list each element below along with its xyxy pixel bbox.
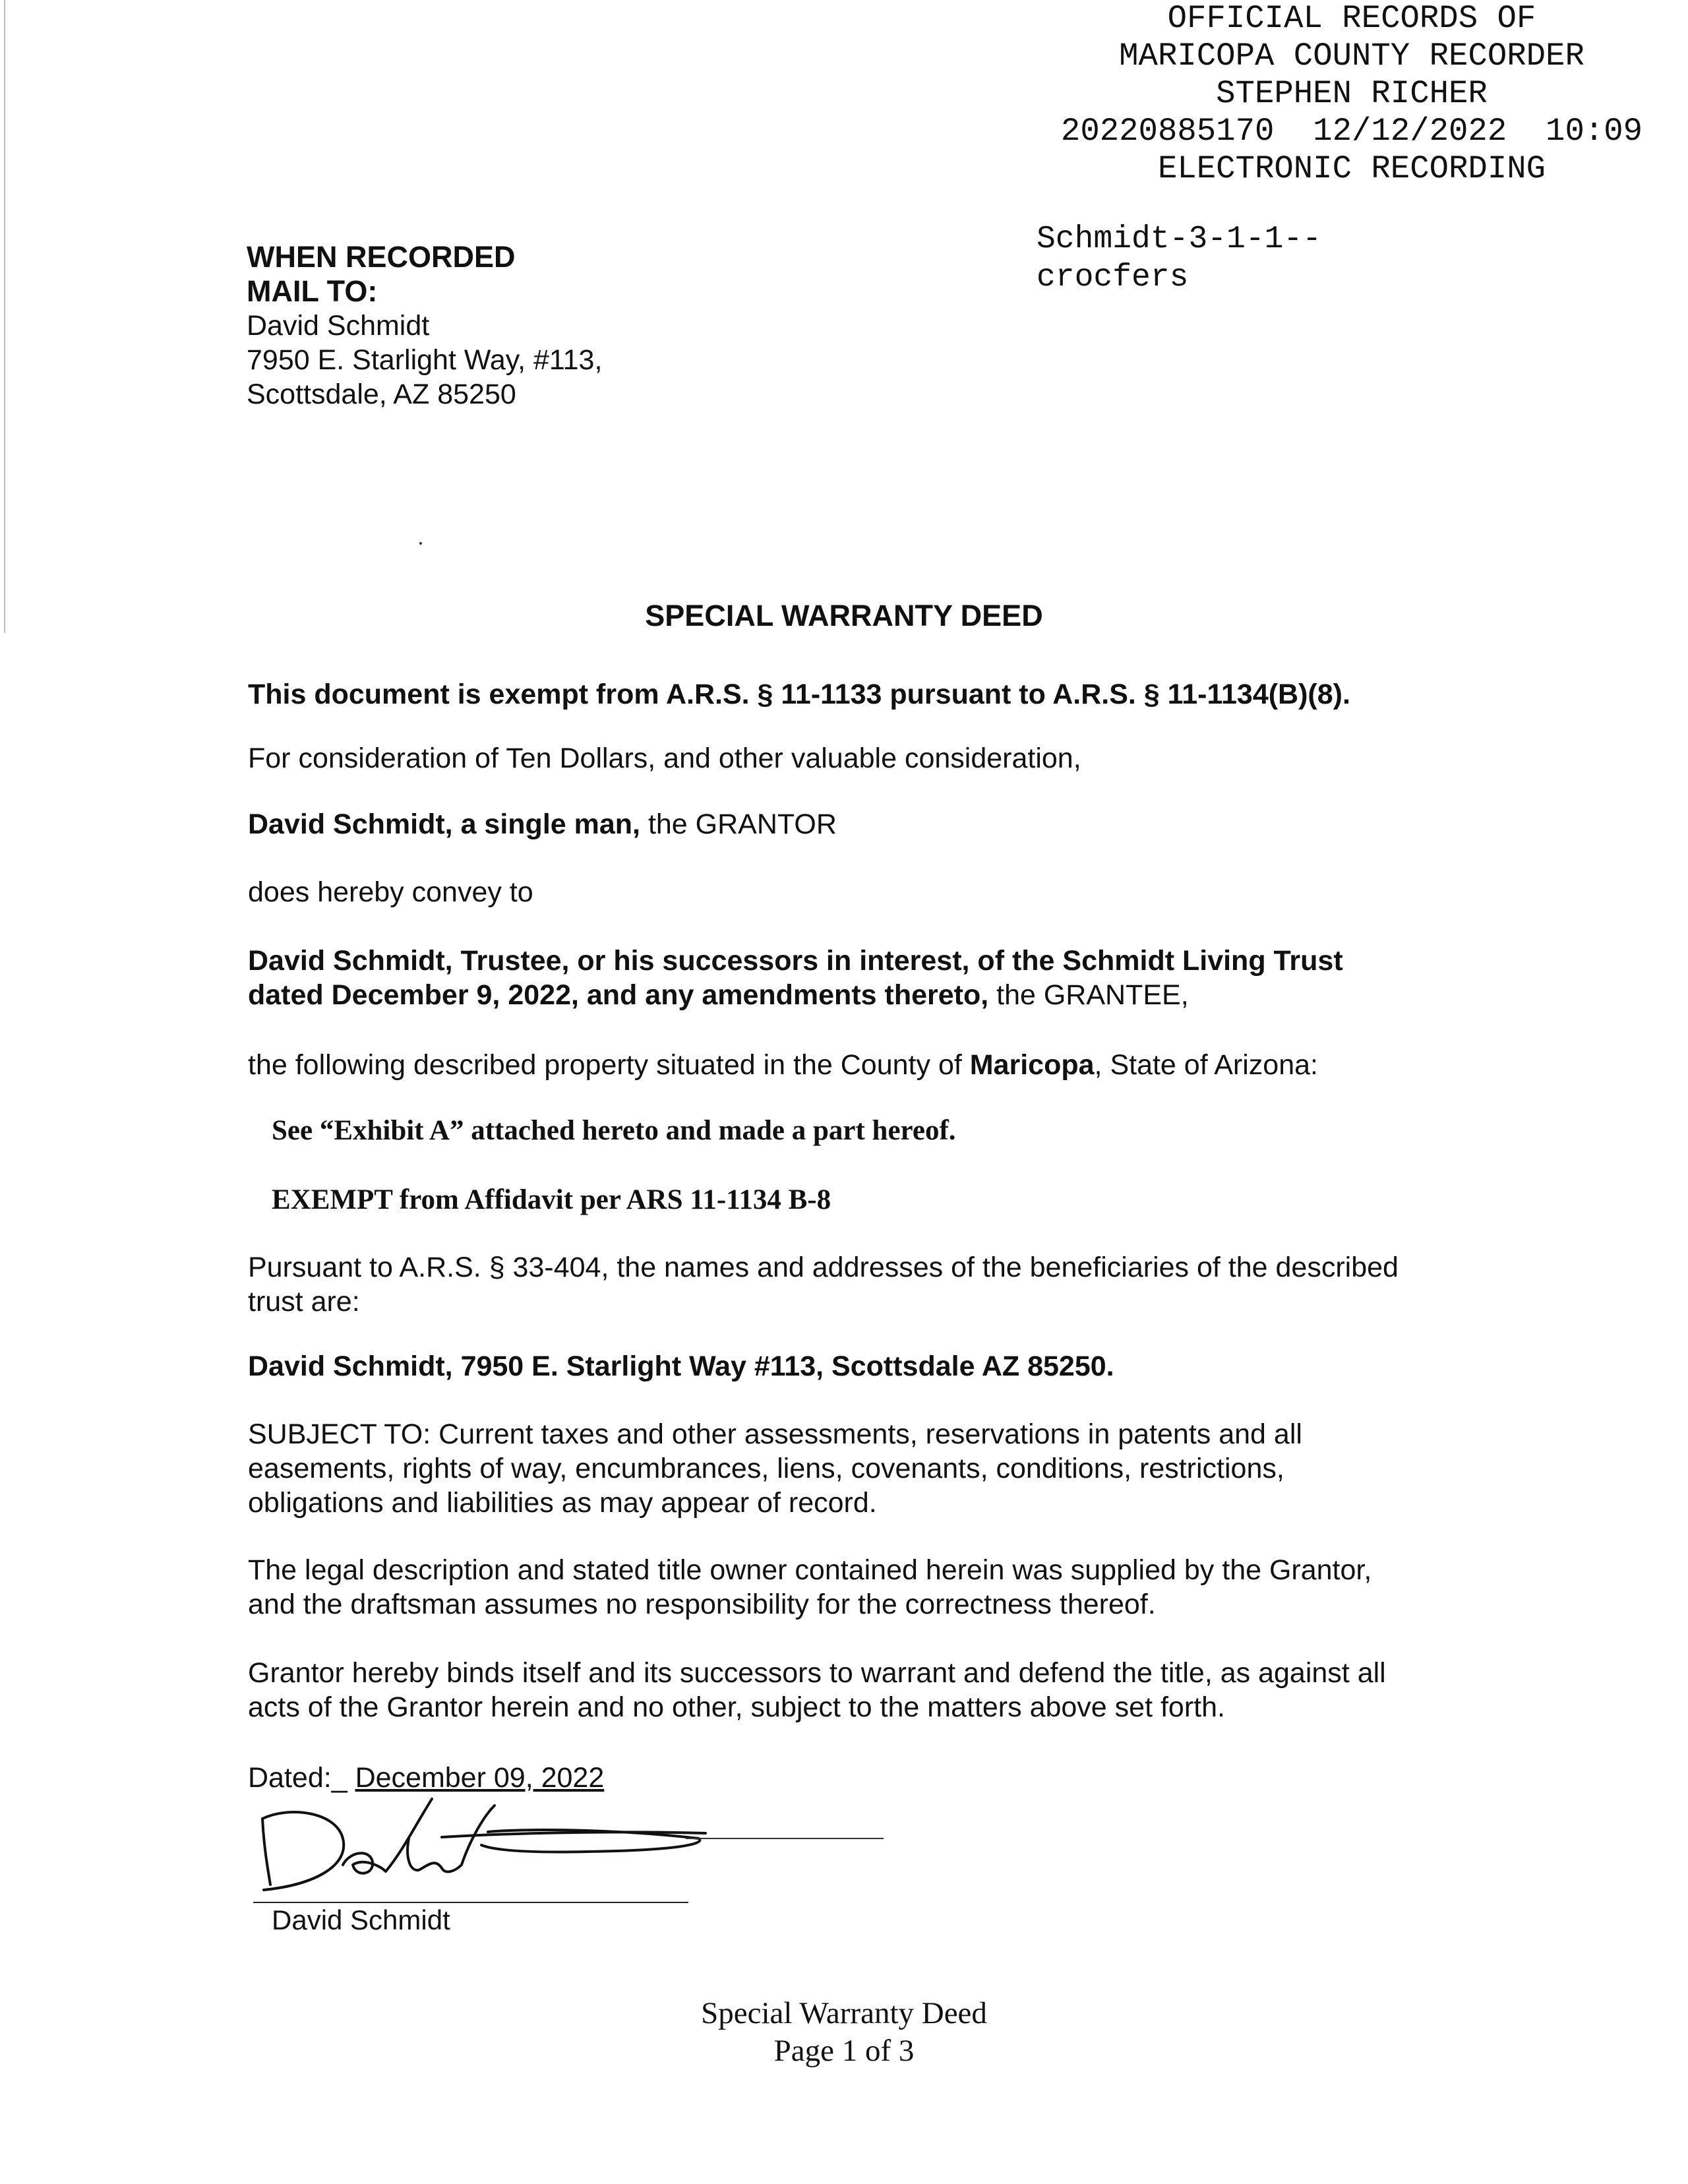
- reference-line: Schmidt-3-1-1--: [1037, 222, 1322, 257]
- mail-to-address: 7950 E. Starlight Way, #113,: [247, 344, 603, 376]
- recorder-line: MARICOPA COUNTY RECORDER: [1119, 38, 1584, 75]
- grantor-name: David Schmidt, a single man,: [248, 808, 640, 840]
- legal-line: The legal description and stated title owner contained herein was supplied by the Grantor,: [248, 1554, 1372, 1586]
- grantee-line: David Schmidt, Trustee, or his successors in interest, of the Schmidt Living Trust: [248, 945, 1343, 977]
- scan-dot: [419, 542, 422, 545]
- mail-to-name: David Schmidt: [247, 310, 430, 342]
- warranty-line: acts of the Grantor herein and no other, subject to the matters above set forth.: [248, 1691, 1225, 1723]
- beneficiaries-line: trust are:: [248, 1286, 360, 1318]
- signature-line: [253, 1902, 688, 1903]
- grantor-text: [248, 807, 1448, 841]
- warranty-line: Grantor hereby binds itself and its successors to warrant and defend the title, as against all: [248, 1657, 1386, 1689]
- legal-line: and the draftsman assumes no responsibility for the correctness thereof.: [248, 1589, 1156, 1620]
- mail-to-heading: WHEN RECORDED: [247, 240, 516, 274]
- grantee-text: [248, 944, 1448, 1012]
- recorder-line: OFFICIAL RECORDS OF: [1167, 0, 1536, 37]
- signer-name: David Schmidt: [272, 1904, 450, 1935]
- scan-margin-line: [4, 0, 5, 633]
- mail-to-block: [247, 240, 602, 411]
- dated-value: December 09, 2022: [355, 1762, 605, 1794]
- affidavit-exempt: EXEMPT from Affidavit per ARS 11-1134 B-8: [272, 1184, 831, 1215]
- recorder-stamp: [1029, 0, 1675, 188]
- property-post: , State of Arizona:: [1094, 1049, 1318, 1081]
- property-pre: the following described property situated in the County of: [248, 1049, 970, 1081]
- warranty-text: [248, 1656, 1448, 1724]
- exhibit-reference: See “Exhibit A” attached hereto and made a part hereof.: [272, 1115, 956, 1146]
- beneficiaries-text: [248, 1250, 1448, 1319]
- property-county: Maricopa: [969, 1049, 1095, 1081]
- footer-title: Special Warranty Deed: [701, 1996, 987, 2030]
- recorder-line: ELECTRONIC RECORDING: [1157, 150, 1546, 187]
- grantor-role: the GRANTOR: [640, 808, 837, 840]
- subject-line: obligations and liabilities as may appear of record.: [248, 1487, 877, 1519]
- beneficiaries-line: Pursuant to A.R.S. § 33-404, the names and addresses of the beneficiaries of the described: [248, 1252, 1399, 1283]
- recorder-line: STEPHEN RICHER: [1216, 75, 1488, 112]
- document-title: SPECIAL WARRANTY DEED: [645, 599, 1043, 632]
- property-text: [248, 1048, 1448, 1082]
- convey-text: does hereby convey to: [248, 876, 533, 908]
- reference-line: crocfers: [1037, 260, 1189, 295]
- reference-code: [1037, 220, 1321, 297]
- page-number: Page 1 of 3: [773, 2034, 915, 2068]
- dated-line: [248, 1761, 1448, 1795]
- subject-line: easements, rights of way, encumbrances, liens, covenants, conditions, restrictions,: [248, 1453, 1284, 1484]
- grantee-line: dated December 9, 2022, and any amendments thereto,: [248, 979, 989, 1011]
- exempt-statement: This document is exempt from A.R.S. § 11-1133 pursuant to A.R.S. § 11-1134(B)(8).: [248, 679, 1350, 710]
- consideration-text: For consideration of Ten Dollars, and other valuable consideration,: [248, 743, 1081, 774]
- legal-disclaimer: [248, 1553, 1448, 1622]
- mail-to-address: Scottsdale, AZ 85250: [247, 379, 516, 410]
- beneficiary-entry: David Schmidt, 7950 E. Starlight Way #113, Scottsdale AZ 85250.: [248, 1350, 1114, 1382]
- mail-to-heading: MAIL TO:: [247, 274, 378, 308]
- dated-label: Dated:_: [248, 1762, 355, 1794]
- signature-line-extension: [686, 1838, 884, 1839]
- page-footer: [0, 1995, 1688, 2070]
- subject-line: SUBJECT TO: Current taxes and other assessments, reservations in patents and all: [248, 1418, 1302, 1450]
- subject-to-text: [248, 1417, 1448, 1520]
- grantee-role: the GRANTEE,: [988, 979, 1189, 1011]
- handwritten-signature: [244, 1792, 732, 1911]
- recording-number-date: 20220885170 12/12/2022 10:09: [1060, 113, 1643, 150]
